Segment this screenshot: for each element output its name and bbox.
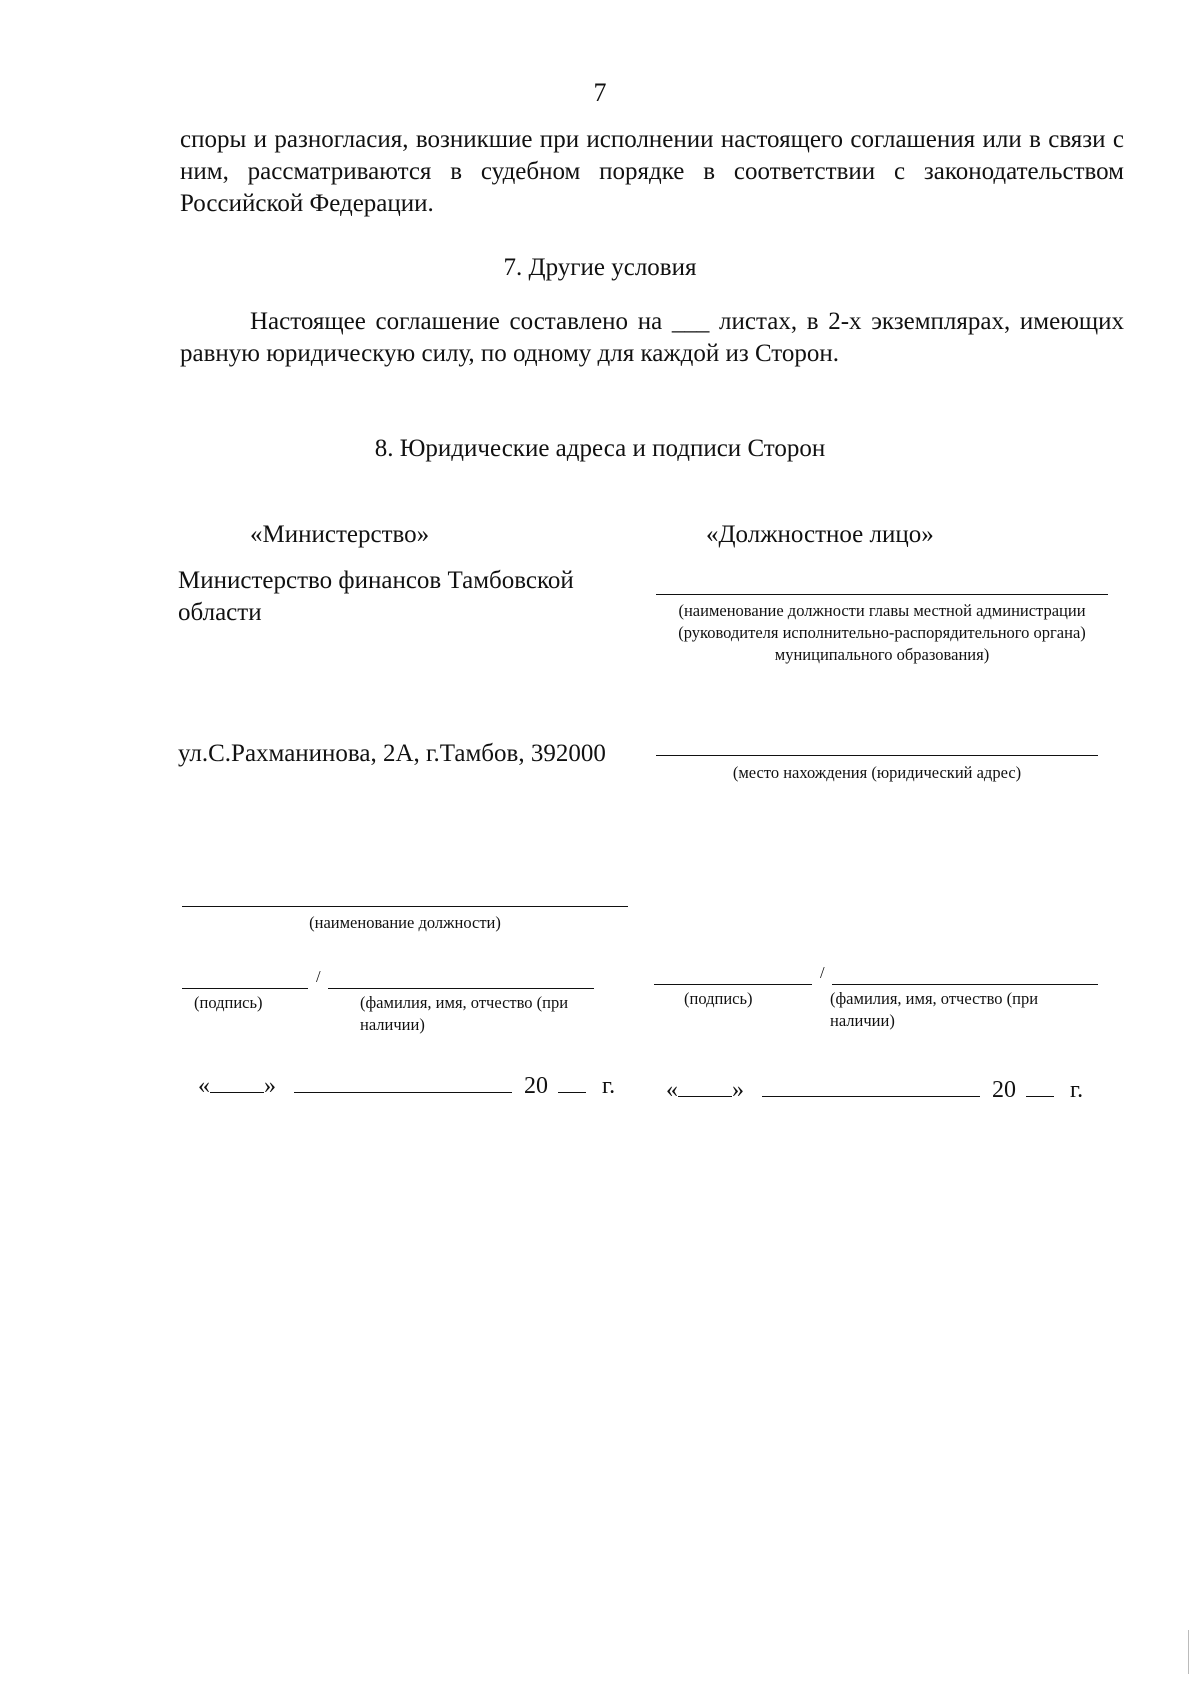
right-date-day-blank[interactable] (678, 1074, 732, 1097)
right-date-month-blank[interactable] (762, 1074, 980, 1097)
left-signature-caption: (подпись) (194, 993, 263, 1012)
intro-paragraph (180, 124, 1124, 220)
right-date-year: 20 (992, 1077, 1016, 1103)
right-position-line[interactable] (656, 594, 1108, 595)
right-date (666, 1074, 1083, 1104)
right-date-year-blank[interactable] (1026, 1074, 1054, 1097)
right-date-close-quote: » (732, 1077, 744, 1103)
left-date (198, 1070, 615, 1100)
section-7-title: 7. Другие условия (503, 254, 697, 281)
left-date-year-blank[interactable] (558, 1070, 586, 1093)
left-fio-caption: (фамилия, имя, отчество (при наличии) (360, 993, 569, 1034)
section-7-text: Настоящее соглашение составлено на ___ листах, в 2-х экземплярах, имеющих равную юридическую силу, по одному для каждой из Сторон. (180, 308, 1124, 367)
right-date-open-quote: « (666, 1077, 678, 1103)
left-fio-line[interactable] (328, 988, 594, 989)
left-date-month-blank[interactable] (294, 1070, 512, 1093)
right-party-title: «Должностное лицо» (706, 521, 934, 548)
left-date-day-blank[interactable] (210, 1070, 264, 1093)
section-8-title: 8. Юридические адреса и подписи Сторон (374, 435, 826, 462)
right-address-line[interactable] (656, 755, 1098, 756)
intro-paragraph-text: споры и разногласия, возникшие при исполнении настоящего соглашения или в связи с ним, рассматриваются в судебном порядке в соответствии с законодательством Российской Федерации. (180, 126, 1124, 217)
left-party-name: Министерство финансов Тамбовской области (178, 567, 574, 626)
left-date-year: 20 (524, 1073, 548, 1099)
left-slash: / (316, 967, 321, 986)
left-date-suffix: г. (602, 1073, 616, 1099)
left-party-address: ул.С.Рахманинова, 2А, г.Тамбов, 392000 (178, 740, 606, 767)
right-date-suffix: г. (1070, 1077, 1084, 1103)
left-position-line (182, 906, 628, 907)
right-address-caption: (место нахождения (юридический адрес) (732, 763, 1022, 782)
page-number: 7 (593, 78, 607, 107)
right-signature-line[interactable] (654, 984, 812, 985)
right-position-caption: (наименование должности главы местной администрации (руководителя исполнительно-распорядительного органа) муниципального образования) (678, 601, 1086, 664)
right-signature-caption: (подпись) (684, 989, 753, 1008)
section-7-paragraph (180, 306, 1124, 370)
left-party-title: «Министерство» (250, 521, 430, 548)
left-date-open-quote: « (198, 1073, 210, 1099)
left-position-caption: (наименование должности) (309, 913, 501, 932)
right-fio-caption: (фамилия, имя, отчество (при наличии) (830, 989, 1039, 1030)
left-signature-line[interactable] (182, 988, 308, 989)
left-date-close-quote: » (264, 1073, 276, 1099)
right-slash: / (820, 963, 825, 982)
right-fio-line[interactable] (832, 984, 1098, 985)
scan-edge-mark (1188, 1630, 1189, 1674)
